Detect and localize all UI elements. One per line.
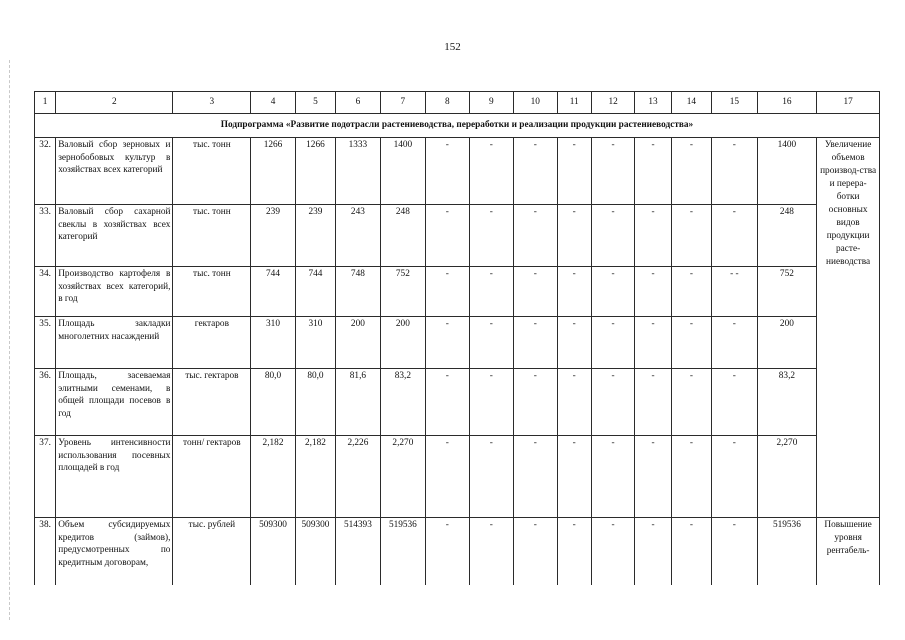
column-header: 15 (712, 92, 757, 114)
value-cell: - (591, 138, 634, 205)
value-cell: - (557, 205, 591, 267)
value-cell: - (426, 267, 469, 317)
column-header: 2 (56, 92, 173, 114)
value-cell: 200 (757, 317, 817, 369)
value-cell: 752 (380, 267, 425, 317)
value-cell: - (635, 267, 671, 317)
value-cell: 200 (380, 317, 425, 369)
table-row (35, 369, 880, 436)
value-cell: - (671, 267, 711, 317)
indicator-name: Площадь, засеваемая элитными семенами, в общей площади посевов в год (56, 369, 173, 436)
indicator-name: Производство картофеля в хозяйствах всех категорий, в год (56, 267, 173, 317)
column-header: 14 (671, 92, 711, 114)
value-cell: 310 (295, 317, 335, 369)
table-row (35, 267, 880, 317)
indicator-name: Уровень интенсивности использования посевных площадей в год (56, 436, 173, 518)
value-cell: 744 (295, 267, 335, 317)
subprogram-title: Подпрограмма «Развитие подотрасли растениеводства, переработки и реализации продукции растениеводства» (35, 114, 880, 138)
value-cell: 744 (251, 267, 295, 317)
page-number: 152 (444, 41, 461, 53)
table-row (35, 436, 880, 518)
value-cell: 2,226 (336, 436, 380, 518)
value-cell: - (514, 436, 557, 518)
unit-cell: гектаров (173, 317, 251, 369)
value-cell: - (635, 436, 671, 518)
value-cell: - (671, 138, 711, 205)
unit-cell: тыс. гектаров (173, 369, 251, 436)
value-cell: - (591, 267, 634, 317)
value-cell: 519536 (380, 518, 425, 585)
value-cell: - (557, 317, 591, 369)
value-cell: - (591, 518, 634, 585)
value-cell: - (514, 369, 557, 436)
row-number: 33. (35, 205, 56, 267)
row-number: 37. (35, 436, 56, 518)
value-cell: 80,0 (295, 369, 335, 436)
column-header: 9 (469, 92, 513, 114)
value-cell: 514393 (336, 518, 380, 585)
value-cell: - (514, 518, 557, 585)
value-cell: 81,6 (336, 369, 380, 436)
table-row (35, 317, 880, 369)
value-cell: - (557, 267, 591, 317)
column-header: 5 (295, 92, 335, 114)
value-cell: 1266 (295, 138, 335, 205)
value-cell: - (671, 317, 711, 369)
value-cell: - (712, 205, 757, 267)
unit-cell: тыс. тонн (173, 205, 251, 267)
value-cell: 1400 (380, 138, 425, 205)
value-cell: - (557, 518, 591, 585)
value-cell: 239 (251, 205, 295, 267)
value-cell: - (557, 138, 591, 205)
indicators-table (34, 91, 880, 585)
value-cell: - - (712, 267, 757, 317)
row-number: 32. (35, 138, 56, 205)
column-header: 13 (635, 92, 671, 114)
value-cell: - (426, 436, 469, 518)
value-cell: 509300 (251, 518, 295, 585)
value-cell: - (591, 205, 634, 267)
table-row (35, 518, 880, 585)
unit-cell: тыс. тонн (173, 267, 251, 317)
value-cell: - (591, 436, 634, 518)
value-cell: 80,0 (251, 369, 295, 436)
scan-margin-line (9, 60, 10, 620)
value-cell: - (671, 518, 711, 585)
value-cell: - (469, 369, 513, 436)
column-number-row (35, 92, 880, 114)
value-cell: - (426, 138, 469, 205)
value-cell: - (635, 369, 671, 436)
value-cell: - (591, 369, 634, 436)
value-cell: - (712, 518, 757, 585)
value-cell: - (426, 205, 469, 267)
expected-effect-cell: Повышение уровня рентабель- (817, 518, 880, 585)
value-cell: - (426, 369, 469, 436)
value-cell: - (712, 138, 757, 205)
value-cell: - (469, 138, 513, 205)
value-cell: - (469, 267, 513, 317)
value-cell: - (469, 205, 513, 267)
value-cell: 748 (336, 267, 380, 317)
value-cell: 1400 (757, 138, 817, 205)
value-cell: - (671, 205, 711, 267)
indicator-name: Объем субсидируемых кредитов (займов), предусмотренных по кредитным договорам, (56, 518, 173, 585)
unit-cell: тыс. рублей (173, 518, 251, 585)
value-cell: - (635, 138, 671, 205)
value-cell: - (469, 317, 513, 369)
value-cell: - (426, 518, 469, 585)
column-header: 16 (757, 92, 817, 114)
value-cell: 2,182 (295, 436, 335, 518)
value-cell: - (426, 317, 469, 369)
column-header: 10 (514, 92, 557, 114)
value-cell: - (469, 436, 513, 518)
value-cell: 83,2 (757, 369, 817, 436)
value-cell: 2,270 (380, 436, 425, 518)
column-header: 11 (557, 92, 591, 114)
value-cell: - (635, 518, 671, 585)
value-cell: 310 (251, 317, 295, 369)
value-cell: - (671, 436, 711, 518)
unit-cell: тонн/ гектаров (173, 436, 251, 518)
value-cell: 509300 (295, 518, 335, 585)
value-cell: 1266 (251, 138, 295, 205)
value-cell: 239 (295, 205, 335, 267)
value-cell: - (635, 205, 671, 267)
column-header: 3 (173, 92, 251, 114)
indicator-name: Площадь закладки многолетних насаждений (56, 317, 173, 369)
value-cell: - (514, 205, 557, 267)
table-row (35, 138, 880, 205)
value-cell: 2,270 (757, 436, 817, 518)
value-cell: 248 (380, 205, 425, 267)
value-cell: - (712, 369, 757, 436)
column-header: 17 (817, 92, 880, 114)
value-cell: - (557, 369, 591, 436)
value-cell: 243 (336, 205, 380, 267)
column-header: 6 (336, 92, 380, 114)
indicator-name: Валовый сбор сахарной свеклы в хозяйствах всех категорий (56, 205, 173, 267)
value-cell: 83,2 (380, 369, 425, 436)
value-cell: 752 (757, 267, 817, 317)
row-number: 34. (35, 267, 56, 317)
value-cell: - (591, 317, 634, 369)
expected-effect-cell: Увеличение объемов производ-ства и перера-ботки основных видов продукции расте-ниеводства (817, 138, 880, 518)
value-cell: 2,182 (251, 436, 295, 518)
row-number: 35. (35, 317, 56, 369)
value-cell: - (712, 317, 757, 369)
column-header: 8 (426, 92, 469, 114)
value-cell: - (635, 317, 671, 369)
column-header: 1 (35, 92, 56, 114)
value-cell: - (671, 369, 711, 436)
value-cell: - (469, 518, 513, 585)
column-header: 12 (591, 92, 634, 114)
value-cell: - (557, 436, 591, 518)
table-row (35, 205, 880, 267)
value-cell: 248 (757, 205, 817, 267)
value-cell: 519536 (757, 518, 817, 585)
subprogram-row (35, 114, 880, 138)
column-header: 4 (251, 92, 295, 114)
column-header: 7 (380, 92, 425, 114)
unit-cell: тыс. тонн (173, 138, 251, 205)
row-number: 36. (35, 369, 56, 436)
indicator-name: Валовый сбор зерновых и зернобобовых культур в хозяйствах всех категорий (56, 138, 173, 205)
row-number: 38. (35, 518, 56, 585)
value-cell: 1333 (336, 138, 380, 205)
value-cell: - (514, 267, 557, 317)
value-cell: 200 (336, 317, 380, 369)
value-cell: - (514, 138, 557, 205)
value-cell: - (514, 317, 557, 369)
value-cell: - (712, 436, 757, 518)
